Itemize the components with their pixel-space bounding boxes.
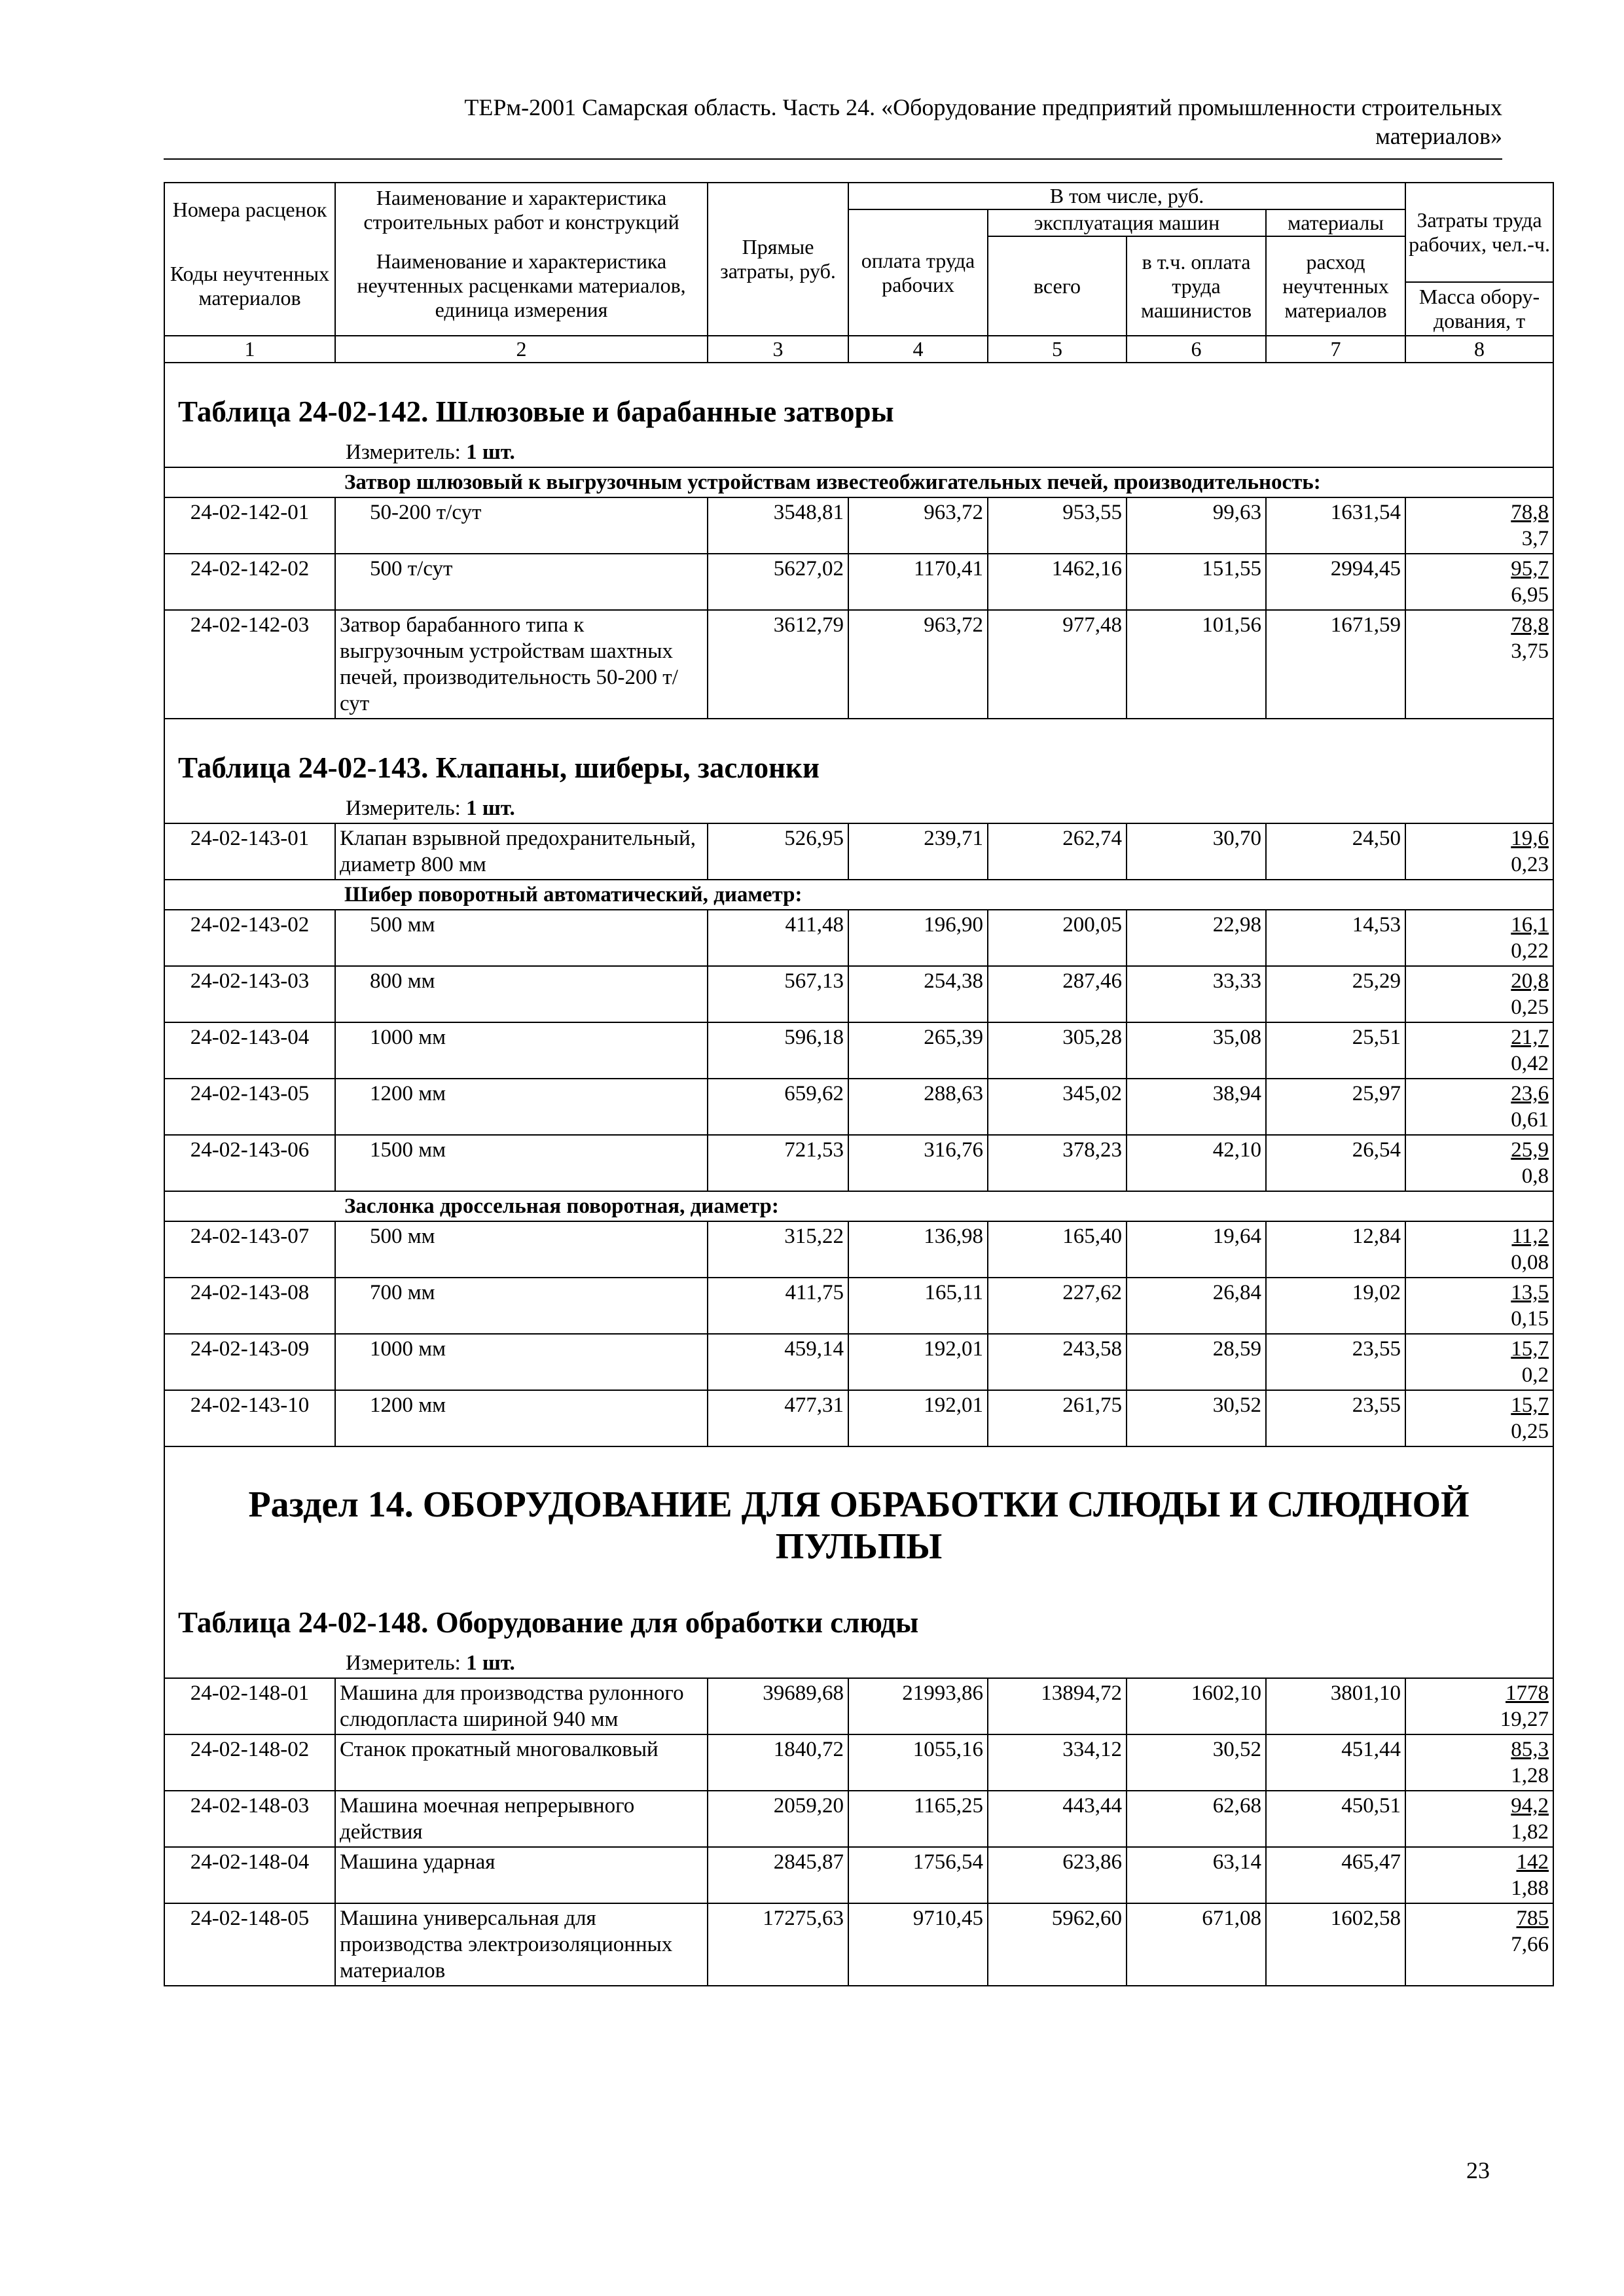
row-code: 24-02-142-01 bbox=[164, 497, 335, 554]
row-labor: 288,63 bbox=[848, 1079, 988, 1135]
row-name: 800 мм bbox=[335, 966, 708, 1022]
table-row bbox=[164, 1903, 1553, 1986]
row-code: 24-02-142-03 bbox=[164, 610, 335, 719]
row-mach-labor: 26,84 bbox=[1127, 1278, 1266, 1334]
row-materials: 451,44 bbox=[1266, 1734, 1405, 1791]
row-mass: 1,82 bbox=[1511, 1820, 1549, 1844]
table-row bbox=[164, 966, 1553, 1022]
table-row bbox=[164, 554, 1553, 610]
header-col2-bottom: Наименование и характеристика неучтенных расценками материалов, единица измерения bbox=[335, 236, 708, 336]
row-hours-mass bbox=[1405, 966, 1553, 1022]
row-name: Машина для производства рулонного слюдопласта шириной 940 мм bbox=[335, 1678, 708, 1734]
row-labor: 316,76 bbox=[848, 1135, 988, 1191]
row-code: 24-02-142-02 bbox=[164, 554, 335, 610]
row-labor-hours: 95,7 bbox=[1511, 557, 1549, 581]
row-direct: 17275,63 bbox=[708, 1903, 848, 1986]
row-hours-mass bbox=[1405, 1847, 1553, 1903]
table-row bbox=[164, 823, 1553, 880]
row-labor-hours: 94,2 bbox=[1511, 1794, 1549, 1818]
row-labor-hours: 16,1 bbox=[1511, 913, 1549, 937]
row-hours-mass bbox=[1405, 910, 1553, 966]
row-mach-total: 953,55 bbox=[988, 497, 1127, 554]
row-mach-total: 1462,16 bbox=[988, 554, 1127, 610]
row-code: 24-02-143-07 bbox=[164, 1221, 335, 1278]
row-mass: 6,95 bbox=[1511, 583, 1549, 607]
row-materials: 25,29 bbox=[1266, 966, 1405, 1022]
row-materials: 1671,59 bbox=[1266, 610, 1405, 719]
row-labor: 165,11 bbox=[848, 1278, 988, 1334]
row-materials: 23,55 bbox=[1266, 1390, 1405, 1446]
table-142-title: Таблица 24-02-142. Шлюзовые и барабанные затворы bbox=[164, 363, 1553, 438]
rates-table bbox=[164, 182, 1554, 1986]
row-code: 24-02-148-01 bbox=[164, 1678, 335, 1734]
row-materials: 1602,58 bbox=[1266, 1903, 1405, 1986]
row-direct: 596,18 bbox=[708, 1022, 848, 1079]
row-direct: 721,53 bbox=[708, 1135, 848, 1191]
row-mach-labor: 671,08 bbox=[1127, 1903, 1266, 1986]
row-mass: 19,27 bbox=[1500, 1708, 1549, 1731]
column-numbers-row bbox=[164, 336, 1553, 363]
row-mach-labor: 1602,10 bbox=[1127, 1678, 1266, 1734]
row-labor: 192,01 bbox=[848, 1334, 988, 1390]
row-mach-total: 227,62 bbox=[988, 1278, 1127, 1334]
section-14-title: Раздел 14. ОБОРУДОВАНИЕ ДЛЯ ОБРАБОТКИ СЛЮДЫ И СЛЮДНОЙ ПУЛЬПЫ bbox=[164, 1446, 1553, 1587]
row-hours-mass bbox=[1405, 1221, 1553, 1278]
row-mach-total: 345,02 bbox=[988, 1079, 1127, 1135]
row-name: 1000 мм bbox=[335, 1022, 708, 1079]
row-labor: 196,90 bbox=[848, 910, 988, 966]
table-143-title: Таблица 24-02-143. Клапаны, шиберы, заслонки bbox=[164, 719, 1553, 794]
row-mach-total: 977,48 bbox=[988, 610, 1127, 719]
row-labor-hours: 85,3 bbox=[1511, 1738, 1549, 1761]
colnum-5: 5 bbox=[988, 336, 1127, 363]
header-col6: в т.ч. оплата труда машинистов bbox=[1127, 236, 1266, 336]
row-materials: 3801,10 bbox=[1266, 1678, 1405, 1734]
row-mass: 0,15 bbox=[1511, 1307, 1549, 1331]
row-labor: 136,98 bbox=[848, 1221, 988, 1278]
row-direct: 526,95 bbox=[708, 823, 848, 880]
row-mach-labor: 28,59 bbox=[1127, 1334, 1266, 1390]
row-name: 500 т/сут bbox=[335, 554, 708, 610]
row-labor-hours: 142 bbox=[1516, 1850, 1549, 1874]
row-mass: 0,8 bbox=[1521, 1164, 1549, 1188]
row-labor: 963,72 bbox=[848, 497, 988, 554]
table-row bbox=[164, 1135, 1553, 1191]
table-143-measure: Измеритель: 1 шт. bbox=[164, 794, 1553, 823]
header-col8-top: Затраты труда рабочих, чел.-ч. bbox=[1405, 183, 1553, 282]
row-mach-total: 261,75 bbox=[988, 1390, 1127, 1446]
row-hours-mass bbox=[1405, 1079, 1553, 1135]
table-row bbox=[164, 1734, 1553, 1791]
table-row bbox=[164, 610, 1553, 719]
row-name: Станок прокатный многовалковый bbox=[335, 1734, 708, 1791]
colnum-8: 8 bbox=[1405, 336, 1553, 363]
row-mach-total: 5962,60 bbox=[988, 1903, 1127, 1986]
row-mach-labor: 30,52 bbox=[1127, 1734, 1266, 1791]
row-direct: 477,31 bbox=[708, 1390, 848, 1446]
row-code: 24-02-143-06 bbox=[164, 1135, 335, 1191]
row-name: 1500 мм bbox=[335, 1135, 708, 1191]
row-hours-mass bbox=[1405, 1278, 1553, 1334]
running-header-line2: материалов» bbox=[1375, 123, 1502, 149]
row-mass: 7,66 bbox=[1511, 1933, 1549, 1956]
row-name: 50-200 т/сут bbox=[335, 497, 708, 554]
row-name: 1000 мм bbox=[335, 1334, 708, 1390]
header-col1-bottom: Коды неучтенных материалов bbox=[164, 236, 335, 336]
row-code: 24-02-148-03 bbox=[164, 1791, 335, 1847]
row-code: 24-02-143-02 bbox=[164, 910, 335, 966]
row-mach-labor: 101,56 bbox=[1127, 610, 1266, 719]
row-materials: 12,84 bbox=[1266, 1221, 1405, 1278]
row-mass: 0,08 bbox=[1511, 1251, 1549, 1274]
row-code: 24-02-143-04 bbox=[164, 1022, 335, 1079]
page-number: 23 bbox=[1466, 2157, 1490, 2183]
row-labor-hours: 78,8 bbox=[1511, 501, 1549, 524]
table-row bbox=[164, 910, 1553, 966]
header-col7: расход неучтенных материалов bbox=[1266, 236, 1405, 336]
row-labor: 265,39 bbox=[848, 1022, 988, 1079]
row-labor-hours: 13,5 bbox=[1511, 1281, 1549, 1304]
row-mass: 3,75 bbox=[1511, 639, 1549, 663]
running-header-line1: ТЕРм-2001 Самарская область. Часть 24. «Оборудование предприятий промышленности строительных bbox=[464, 94, 1502, 120]
table-row bbox=[164, 1791, 1553, 1847]
row-code: 24-02-143-05 bbox=[164, 1079, 335, 1135]
row-name: 1200 мм bbox=[335, 1079, 708, 1135]
row-mass: 1,88 bbox=[1511, 1876, 1549, 1900]
table-143-group-zaslonka: Заслонка дроссельная поворотная, диаметр: bbox=[164, 1191, 1553, 1221]
row-direct: 1840,72 bbox=[708, 1734, 848, 1791]
row-name: 700 мм bbox=[335, 1278, 708, 1334]
table-header bbox=[164, 183, 1553, 363]
table-row bbox=[164, 1334, 1553, 1390]
row-hours-mass bbox=[1405, 823, 1553, 880]
row-materials: 26,54 bbox=[1266, 1135, 1405, 1191]
row-mach-labor: 30,52 bbox=[1127, 1390, 1266, 1446]
row-hours-mass bbox=[1405, 1390, 1553, 1446]
table-row bbox=[164, 1079, 1553, 1135]
row-mach-labor: 22,98 bbox=[1127, 910, 1266, 966]
row-name: Клапан взрывной предохранительный, диаметр 800 мм bbox=[335, 823, 708, 880]
table-148-measure: Измеритель: 1 шт. bbox=[164, 1649, 1553, 1678]
table-142-group: Затвор шлюзовый к выгрузочным устройствам известеобжигательных печей, производительность: bbox=[164, 467, 1553, 497]
table-row bbox=[164, 497, 1553, 554]
row-mass: 1,28 bbox=[1511, 1764, 1549, 1787]
row-labor-hours: 785 bbox=[1516, 1907, 1549, 1930]
row-labor-hours: 21,7 bbox=[1511, 1026, 1549, 1049]
row-hours-mass bbox=[1405, 1734, 1553, 1791]
row-mass: 0,22 bbox=[1511, 939, 1549, 963]
row-code: 24-02-143-03 bbox=[164, 966, 335, 1022]
row-labor-hours: 1778 bbox=[1506, 1681, 1549, 1705]
colnum-3: 3 bbox=[708, 336, 848, 363]
table-row bbox=[164, 1847, 1553, 1903]
row-mach-total: 378,23 bbox=[988, 1135, 1127, 1191]
table-row bbox=[164, 1390, 1553, 1446]
row-labor: 1055,16 bbox=[848, 1734, 988, 1791]
table-row bbox=[164, 1221, 1553, 1278]
row-materials: 14,53 bbox=[1266, 910, 1405, 966]
table-row bbox=[164, 1278, 1553, 1334]
row-mach-total: 200,05 bbox=[988, 910, 1127, 966]
row-hours-mass bbox=[1405, 497, 1553, 554]
row-code: 24-02-148-05 bbox=[164, 1903, 335, 1986]
row-hours-mass bbox=[1405, 1791, 1553, 1847]
row-hours-mass bbox=[1405, 1334, 1553, 1390]
colnum-7: 7 bbox=[1266, 336, 1405, 363]
row-mach-total: 287,46 bbox=[988, 966, 1127, 1022]
table-row bbox=[164, 1022, 1553, 1079]
colnum-1: 1 bbox=[164, 336, 335, 363]
row-mass: 0,42 bbox=[1511, 1052, 1549, 1075]
header-col3: Прямые затраты, руб. bbox=[708, 183, 848, 336]
row-mach-total: 305,28 bbox=[988, 1022, 1127, 1079]
row-code: 24-02-143-09 bbox=[164, 1334, 335, 1390]
row-labor: 192,01 bbox=[848, 1390, 988, 1446]
row-mass: 0,23 bbox=[1511, 853, 1549, 876]
row-mach-labor: 30,70 bbox=[1127, 823, 1266, 880]
table-row bbox=[164, 1678, 1553, 1734]
row-mach-labor: 42,10 bbox=[1127, 1135, 1266, 1191]
row-direct: 3612,79 bbox=[708, 610, 848, 719]
row-labor-hours: 78,8 bbox=[1511, 613, 1549, 637]
row-mach-total: 243,58 bbox=[988, 1334, 1127, 1390]
row-materials: 465,47 bbox=[1266, 1847, 1405, 1903]
row-labor: 963,72 bbox=[848, 610, 988, 719]
header-col5: всего bbox=[988, 236, 1127, 336]
row-mach-labor: 63,14 bbox=[1127, 1847, 1266, 1903]
header-col8-bottom: Масса обору-дования, т bbox=[1405, 282, 1553, 336]
row-hours-mass bbox=[1405, 1022, 1553, 1079]
row-mach-labor: 35,08 bbox=[1127, 1022, 1266, 1079]
row-name: Машина ударная bbox=[335, 1847, 708, 1903]
row-name: 1200 мм bbox=[335, 1390, 708, 1446]
row-mass: 0,25 bbox=[1511, 1420, 1549, 1443]
row-materials: 25,51 bbox=[1266, 1022, 1405, 1079]
row-labor: 9710,45 bbox=[848, 1903, 988, 1986]
row-labor: 1756,54 bbox=[848, 1847, 988, 1903]
row-name: Затвор барабанного типа к выгрузочным устройствам шахтных печей, производительность 50-200 т/сут bbox=[335, 610, 708, 719]
row-direct: 2059,20 bbox=[708, 1791, 848, 1847]
row-mass: 3,7 bbox=[1521, 527, 1549, 550]
row-materials: 19,02 bbox=[1266, 1278, 1405, 1334]
row-materials: 450,51 bbox=[1266, 1791, 1405, 1847]
row-mach-labor: 33,33 bbox=[1127, 966, 1266, 1022]
colnum-2: 2 bbox=[335, 336, 708, 363]
row-materials: 1631,54 bbox=[1266, 497, 1405, 554]
row-labor: 21993,86 bbox=[848, 1678, 988, 1734]
row-mass: 0,25 bbox=[1511, 996, 1549, 1019]
row-labor-hours: 23,6 bbox=[1511, 1082, 1549, 1105]
row-code: 24-02-148-04 bbox=[164, 1847, 335, 1903]
row-labor-hours: 19,6 bbox=[1511, 827, 1549, 850]
table-142-measure: Измеритель: 1 шт. bbox=[164, 438, 1553, 467]
row-hours-mass bbox=[1405, 1135, 1553, 1191]
colnum-4: 4 bbox=[848, 336, 988, 363]
row-mach-total: 623,86 bbox=[988, 1847, 1127, 1903]
row-direct: 315,22 bbox=[708, 1221, 848, 1278]
row-labor-hours: 20,8 bbox=[1511, 969, 1549, 993]
header-col1-top: Номера расценок bbox=[164, 183, 335, 236]
row-mach-total: 13894,72 bbox=[988, 1678, 1127, 1734]
row-mass: 0,2 bbox=[1521, 1363, 1549, 1387]
row-labor: 254,38 bbox=[848, 966, 988, 1022]
row-labor: 239,71 bbox=[848, 823, 988, 880]
row-name: Машина универсальная для производства электроизоляционных материалов bbox=[335, 1903, 708, 1986]
row-direct: 3548,81 bbox=[708, 497, 848, 554]
header-rule bbox=[164, 158, 1502, 160]
row-hours-mass bbox=[1405, 1678, 1553, 1734]
row-labor: 1165,25 bbox=[848, 1791, 988, 1847]
row-code: 24-02-143-10 bbox=[164, 1390, 335, 1446]
row-labor-hours: 15,7 bbox=[1511, 1337, 1549, 1361]
row-mach-labor: 62,68 bbox=[1127, 1791, 1266, 1847]
row-direct: 659,62 bbox=[708, 1079, 848, 1135]
row-mass: 0,61 bbox=[1511, 1108, 1549, 1132]
row-code: 24-02-143-08 bbox=[164, 1278, 335, 1334]
row-name: 500 мм bbox=[335, 1221, 708, 1278]
row-name: Машина моечная непрерывного действия bbox=[335, 1791, 708, 1847]
row-materials: 24,50 bbox=[1266, 823, 1405, 880]
header-col2-top: Наименование и характеристика строительных работ и конструкций bbox=[335, 183, 708, 236]
header-incl: В том числе, руб. bbox=[848, 183, 1405, 209]
header-materials: материалы bbox=[1266, 209, 1405, 236]
row-direct: 39689,68 bbox=[708, 1678, 848, 1734]
row-direct: 459,14 bbox=[708, 1334, 848, 1390]
row-mach-total: 262,74 bbox=[988, 823, 1127, 880]
row-direct: 411,75 bbox=[708, 1278, 848, 1334]
row-name: 500 мм bbox=[335, 910, 708, 966]
row-code: 24-02-148-02 bbox=[164, 1734, 335, 1791]
row-labor: 1170,41 bbox=[848, 554, 988, 610]
table-143-group-shiber: Шибер поворотный автоматический, диаметр: bbox=[164, 880, 1553, 910]
row-labor-hours: 11,2 bbox=[1511, 1225, 1549, 1248]
row-labor-hours: 15,7 bbox=[1511, 1393, 1549, 1417]
row-direct: 5627,02 bbox=[708, 554, 848, 610]
row-direct: 567,13 bbox=[708, 966, 848, 1022]
row-hours-mass bbox=[1405, 610, 1553, 719]
row-hours-mass bbox=[1405, 1903, 1553, 1986]
row-mach-labor: 19,64 bbox=[1127, 1221, 1266, 1278]
row-mach-labor: 38,94 bbox=[1127, 1079, 1266, 1135]
row-labor-hours: 25,9 bbox=[1511, 1138, 1549, 1162]
header-machines: эксплуатация машин bbox=[988, 209, 1266, 236]
table-148-title: Таблица 24-02-148. Оборудование для обработки слюды bbox=[164, 1587, 1553, 1649]
row-mach-total: 165,40 bbox=[988, 1221, 1127, 1278]
row-code: 24-02-143-01 bbox=[164, 823, 335, 880]
row-materials: 2994,45 bbox=[1266, 554, 1405, 610]
row-hours-mass bbox=[1405, 554, 1553, 610]
colnum-6: 6 bbox=[1127, 336, 1266, 363]
row-direct: 2845,87 bbox=[708, 1847, 848, 1903]
row-materials: 25,97 bbox=[1266, 1079, 1405, 1135]
row-mach-total: 334,12 bbox=[988, 1734, 1127, 1791]
row-direct: 411,48 bbox=[708, 910, 848, 966]
row-materials: 23,55 bbox=[1266, 1334, 1405, 1390]
row-mach-labor: 99,63 bbox=[1127, 497, 1266, 554]
running-header bbox=[164, 93, 1502, 151]
row-mach-labor: 151,55 bbox=[1127, 554, 1266, 610]
row-mach-total: 443,44 bbox=[988, 1791, 1127, 1847]
header-col4: оплата труда рабочих bbox=[848, 209, 988, 336]
